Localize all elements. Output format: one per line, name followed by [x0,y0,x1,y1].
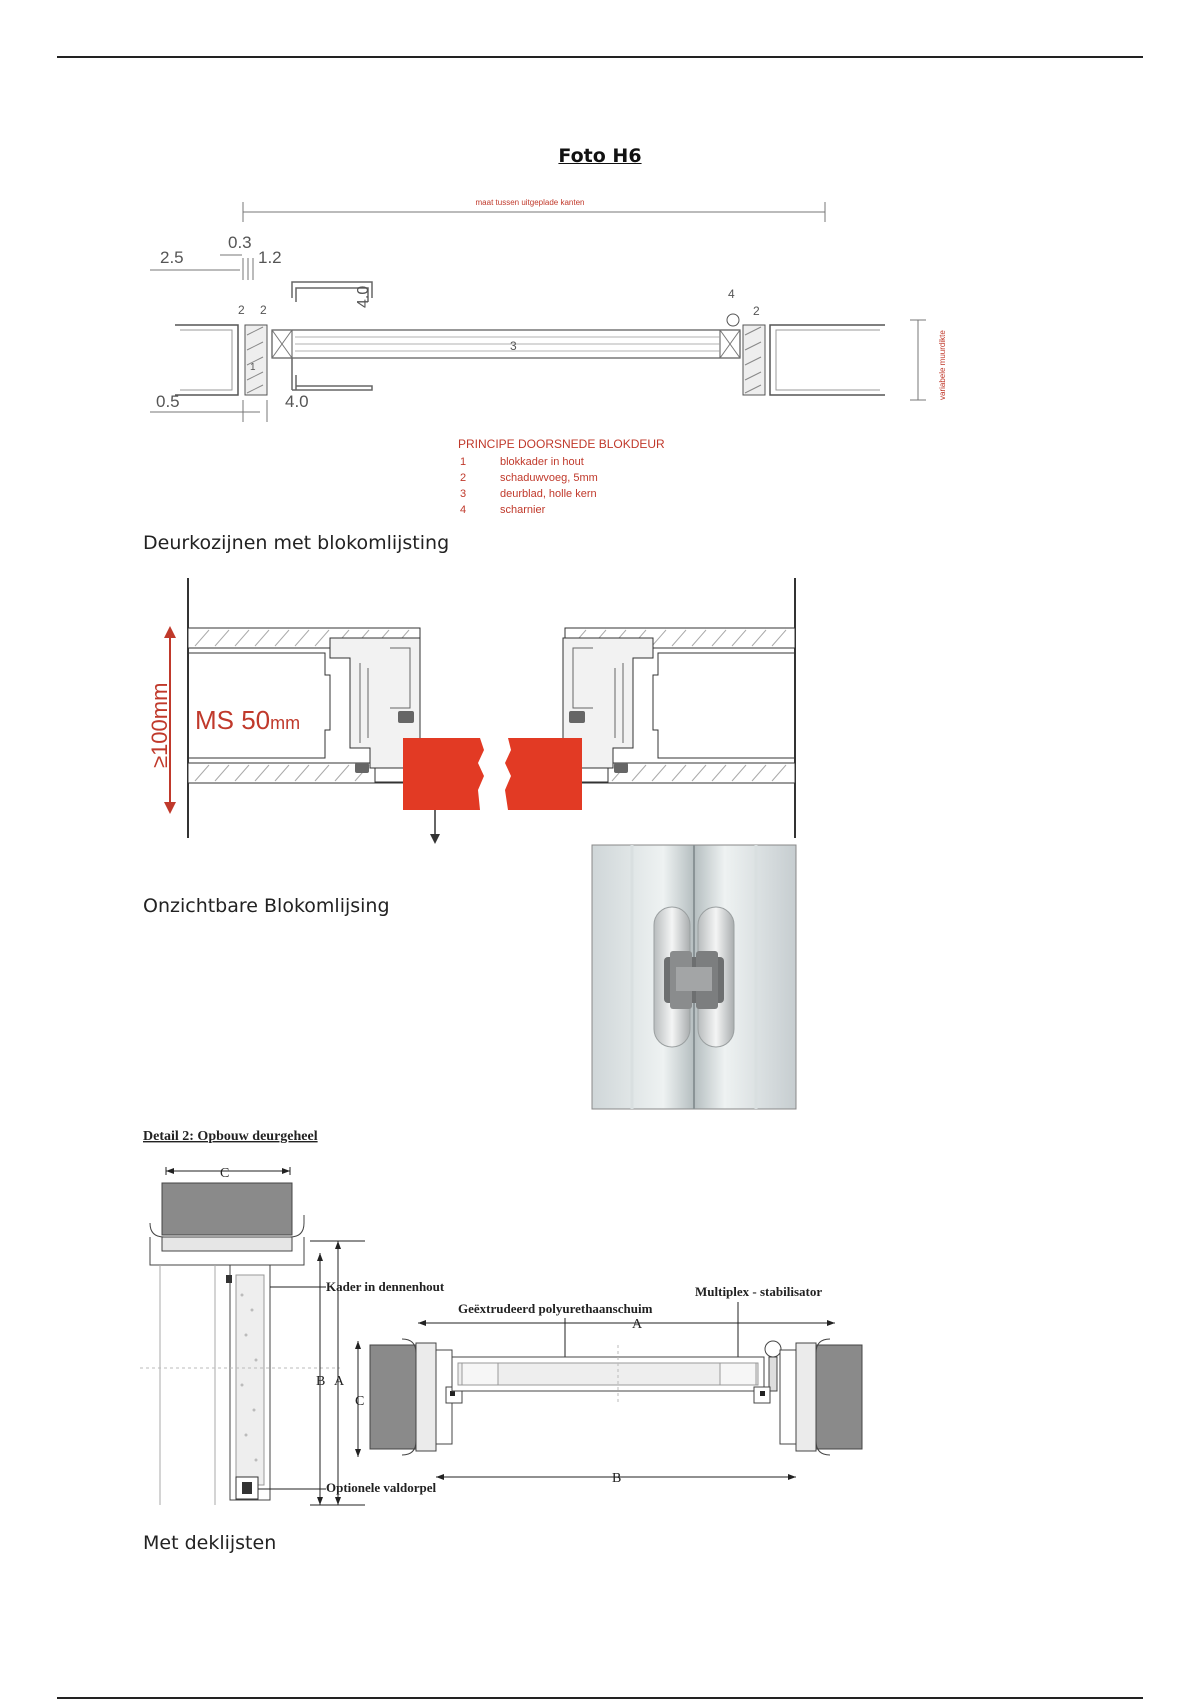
detail-heading: Detail 2: Opbouw deurgeheel [143,1129,318,1144]
legend-num-2: 2 [460,472,467,484]
label-threshold: Optionele valdorpel [326,1480,437,1495]
marker-2a: 2 [238,303,245,317]
legend-num-3: 3 [460,488,467,500]
dim-0-3: 0.3 [228,233,252,252]
label-foam: Geëxtrudeerd polyurethaanschuim [458,1301,653,1316]
dim-a-horizontal: A [632,1317,643,1332]
legend-num-4: 4 [460,504,467,516]
door-leaf-right [505,738,582,810]
header-rule [57,56,1143,58]
dim-a-vertical: A [334,1374,345,1389]
wall-type-value: MS 50 [195,705,271,735]
marker-2c: 2 [753,304,760,318]
dim-2-5: 2.5 [160,248,184,267]
label-frame: Kader in dennenhout [326,1279,445,1294]
wall-type-unit: mm [270,713,301,733]
marker-3: 3 [510,339,517,353]
dim-b-horizontal: B [612,1471,622,1486]
top-dimension-label: maat tussen uitgeplade kanten [475,198,585,207]
invisible-frame-drawing [147,578,800,850]
door-leaf-left [403,738,484,810]
dim-c-top: C [220,1166,230,1181]
caption-onzichtbare: Onzichtbare Blokomlijsing [143,895,390,917]
dim-4-0-horizontal: 4.0 [285,392,309,411]
page-title: Foto H6 [558,145,642,167]
marker-4: 4 [728,287,735,301]
label-multiplex: Multiplex - stabilisator [695,1284,823,1299]
legend-text-1: blokkader in hout [500,456,584,468]
wall-thickness-label: variabele muurdikte [938,330,947,400]
legend-title: PRINCIPE DOORSNEDE BLOKDEUR [458,437,665,451]
legend-list [460,456,598,516]
marker-2b: 2 [260,303,267,317]
door-assembly-drawing [140,1125,900,1515]
caption-deurkozijnen: Deurkozijnen met blokomlijsting [143,532,450,554]
marker-1: 1 [250,362,256,373]
legend-text-3: deurblad, holle kern [500,488,597,500]
dim-c-vertical: C [355,1394,365,1409]
wall-type-label [195,705,300,735]
dim-4-0-vertical: 4.0 [355,285,372,308]
legend-text-2: schaduwvoeg, 5mm [500,472,598,484]
caption-deklijsten: Met deklijsten [143,1532,277,1554]
min-dimension-label: ≥100mm [147,682,172,768]
dim-1-2: 1.2 [258,248,282,267]
footer-rule [57,1697,1143,1699]
legend-text-4: scharnier [500,504,546,516]
blokdeur-section-drawing [150,190,980,520]
concealed-hinge-photo [592,845,796,1109]
legend-num-1: 1 [460,456,467,468]
dim-b-vertical: B [316,1374,326,1389]
dim-0-5: 0.5 [156,392,180,411]
